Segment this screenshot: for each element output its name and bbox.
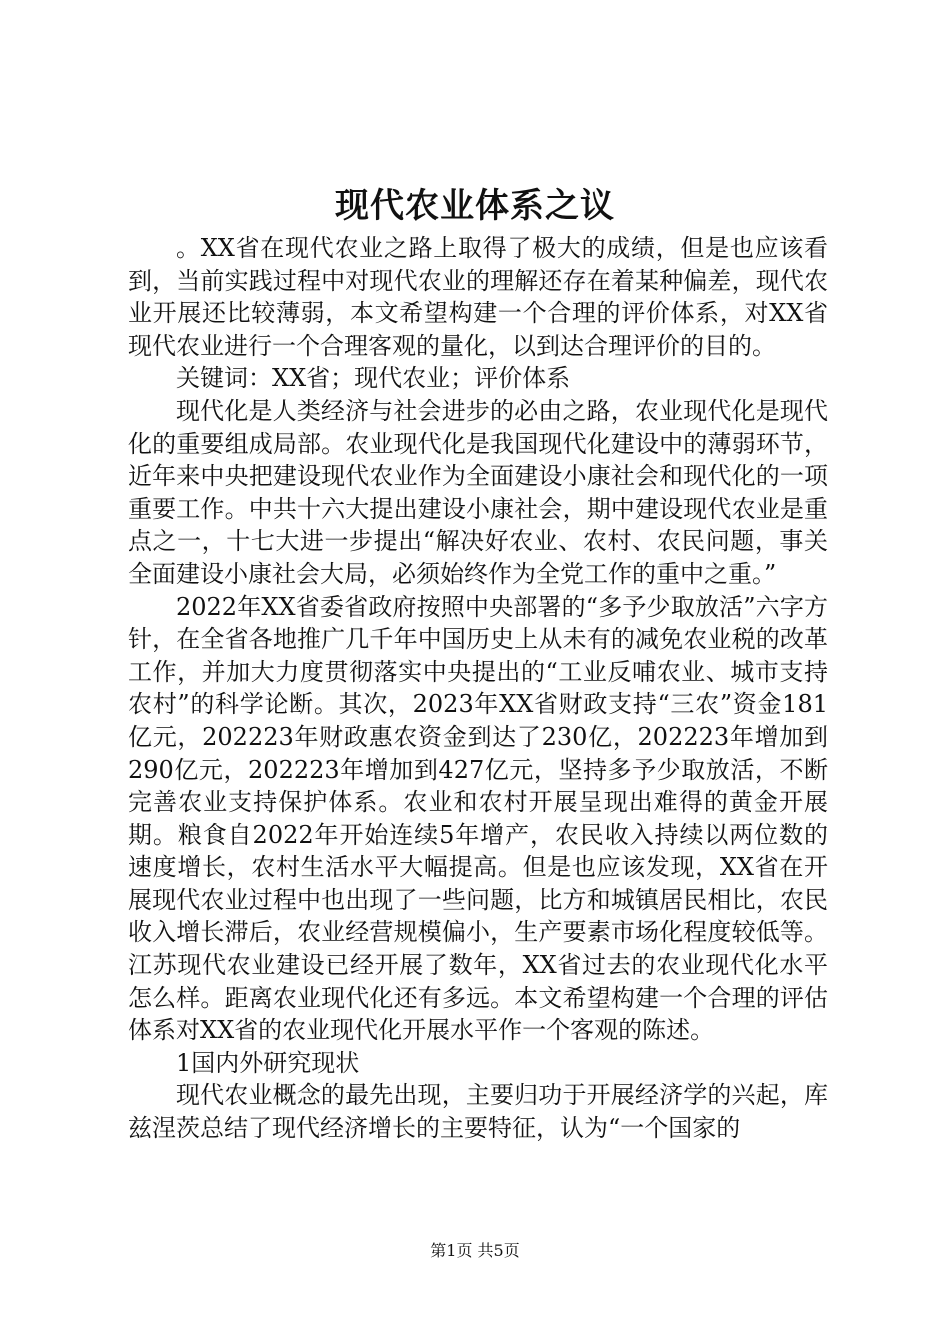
page-footer: 第1页 共5页: [430, 1241, 520, 1260]
document-title: 现代农业体系之议: [335, 186, 615, 226]
keywords-line: 关键词：XX省；现代农业；评价体系: [176, 364, 571, 393]
body-paragraph: 现代农业概念的最先出现，主要归功于开展经济学的兴起，库兹涅茨总结了现代经济增长的主要特征，认为“一个国家的: [128, 1081, 828, 1143]
body-paragraph: 现代化是人类经济与社会进步的必由之路，农业现代化是现代化的重要组成局部。农业现代化是我国现代化建设中的薄弱环节，近年来中央把建设现代农业作为全面建设小康社会和现代化的一项重要工作。中共十六大提出建设小康社会，期中建设现代农业是重点之一，十七大进一步提出“解决好农业、农村、农民问题，事关全面建设小康社会大局，必须始终作为全党工作的重中之重。”: [128, 396, 828, 588]
section-heading: 1国内外研究现状: [176, 1048, 360, 1077]
abstract-paragraph: 。XX省在现代农业之路上取得了极大的成绩，但是也应该看到，当前实践过程中对现代农业的理解还存在着某种偏差，现代农业开展还比较薄弱，本文希望构建一个合理的评价体系，对XX省现代农业进行一个合理客观的量化，以到达合理评价的目的。: [128, 234, 828, 360]
document-body: [128, 232, 828, 1145]
body-paragraph: 2022年XX省委省政府按照中央部署的“多予少取放活”六字方针，在全省各地推广几千年中国历史上从未有的减免农业税的改革工作，并加大力度贯彻落实中央提出的“工业反哺农业、城市支持农村”的科学论断。其次，2023年XX省财政支持“三农”资金181亿元，202223年财政惠农资金到达了230亿，202223年增加到290亿元，202223年增加到427亿元，坚持多予少取放活，不断完善农业支持保护体系。农业和农村开展呈现出难得的黄金开展期。粮食自2022年开始连续5年增产，农民收入持续以两位数的速度增长，农村生活水平大幅提高。但是也应该发现，XX省在开展现代农业过程中也出现了一些问题，比方和城镇居民相比，农民收入增长滞后，农业经营规模偏小，生产要素市场化程度较低等。江苏现代农业建设已经开展了数年，XX省过去的农业现代化水平怎么样。距离农业现代化还有多远。本文希望构建一个合理的评估体系对XX省的农业现代化开展水平作一个客观的陈述。: [128, 592, 828, 1045]
